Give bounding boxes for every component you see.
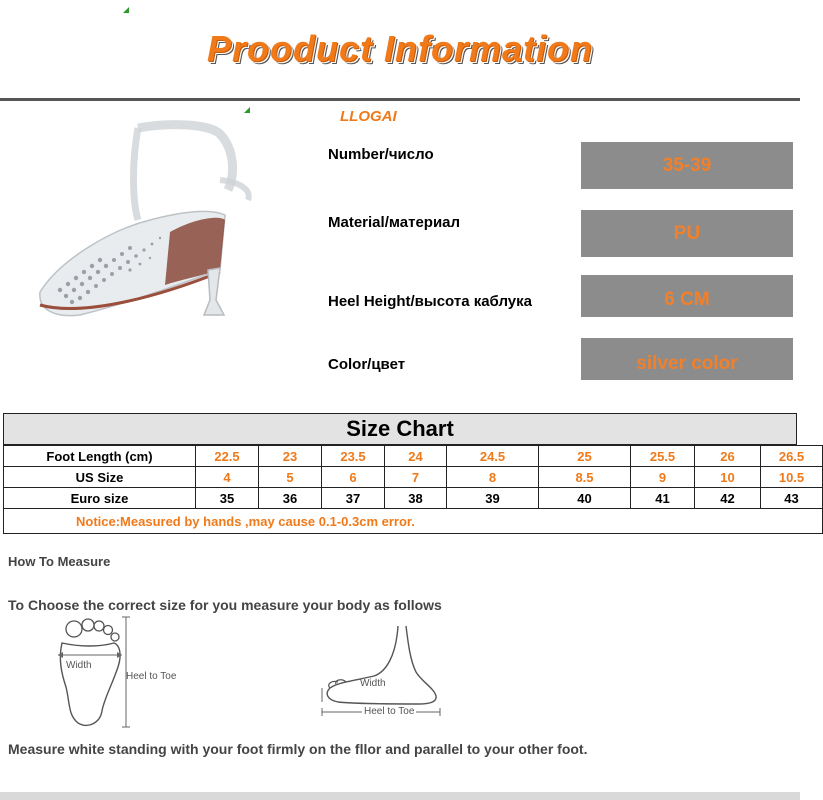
sole-length-label: Heel to Toe: [126, 671, 177, 682]
table-cell: 10.5: [761, 467, 823, 488]
spec-label-number: Number/число: [328, 146, 434, 163]
foot-sole-diagram: [40, 615, 200, 730]
table-cell: 24.5: [447, 446, 539, 467]
table-cell: 9: [631, 467, 695, 488]
table-cell: 40: [539, 488, 631, 509]
table-row: [4, 488, 823, 509]
brand-name: LLOGAI: [340, 108, 397, 125]
side-width-label: Width: [360, 678, 386, 689]
table-cell: 25: [539, 446, 631, 467]
row-header: US Size: [4, 467, 196, 488]
row-header: Euro size: [4, 488, 196, 509]
spec-label-material: Material/материал: [328, 214, 461, 231]
table-cell: 23: [259, 446, 322, 467]
table-cell: 25.5: [631, 446, 695, 467]
spec-value-heel-height: 6 CM: [581, 275, 793, 317]
table-cell: 42: [695, 488, 761, 509]
header-divider: [0, 98, 800, 101]
size-chart-table: [3, 445, 823, 534]
table-cell: 22.5: [196, 446, 259, 467]
decor-mark: [123, 0, 129, 6]
spec-value-material: PU: [581, 210, 793, 257]
row-header: Foot Length (cm): [4, 446, 196, 467]
table-cell: 7: [385, 467, 447, 488]
table-cell: 43: [761, 488, 823, 509]
measure-instruction: To Choose the correct size for you measure your body as follows: [8, 597, 442, 613]
table-cell: 38: [385, 488, 447, 509]
table-cell: 6: [322, 467, 385, 488]
table-cell: 36: [259, 488, 322, 509]
spec-value-color: silver color: [581, 338, 793, 380]
foot-side-diagram: [318, 622, 453, 722]
table-row: [4, 509, 823, 534]
sole-width-label: Width: [66, 660, 92, 671]
product-image: [20, 120, 310, 330]
measure-note: Measure white standing with your foot firmly on the fllor and parallel to your other foot.: [8, 741, 588, 757]
table-cell: 26.5: [761, 446, 823, 467]
table-cell: 8.5: [539, 467, 631, 488]
table-cell: 23.5: [322, 446, 385, 467]
table-cell: 39: [447, 488, 539, 509]
table-cell: 8: [447, 467, 539, 488]
spec-value-number: 35-39: [581, 142, 793, 189]
table-row: [4, 467, 823, 488]
table-cell: 10: [695, 467, 761, 488]
size-notice: Notice:Measured by hands ,may cause 0.1-0.3cm error.: [4, 509, 823, 534]
table-cell: 37: [322, 488, 385, 509]
bottom-strip: [0, 792, 800, 800]
table-cell: 4: [196, 467, 259, 488]
spec-label-heel-height: Heel Height/высота каблука: [328, 293, 532, 310]
table-cell: 26: [695, 446, 761, 467]
table-cell: 24: [385, 446, 447, 467]
table-cell: 41: [631, 488, 695, 509]
decor-mark: [244, 100, 250, 106]
how-to-measure-title: How To Measure: [8, 554, 111, 569]
side-length-label: Heel to Toe: [364, 706, 415, 717]
size-chart-title: Size Chart: [3, 413, 797, 445]
table-cell: 35: [196, 488, 259, 509]
page-title: Prooduct Information: [207, 28, 593, 69]
spec-label-color: Color/цвет: [328, 356, 406, 373]
table-row: [4, 446, 823, 467]
table-cell: 5: [259, 467, 322, 488]
